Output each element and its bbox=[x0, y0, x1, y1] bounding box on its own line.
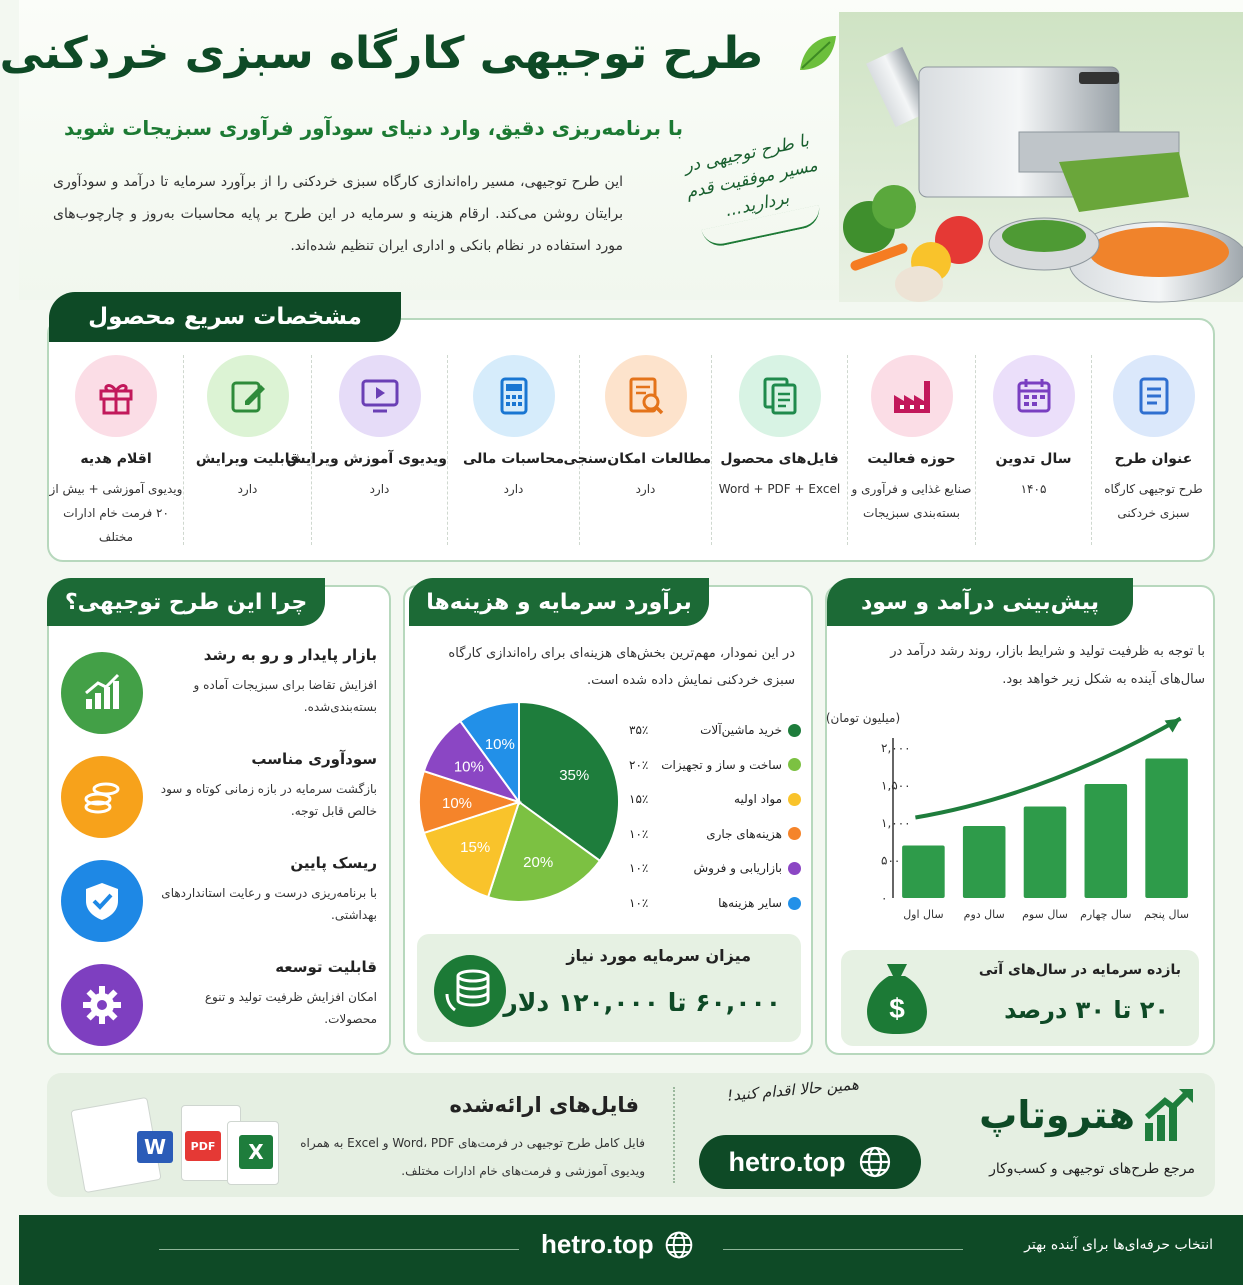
footer-bar bbox=[19, 1215, 1243, 1285]
y-axis-label: (میلیون تومان) bbox=[825, 711, 901, 725]
why-item-desc: با برنامه‌ریزی درست و رعایت استانداردهای بهداشتی. bbox=[161, 886, 377, 922]
handwritten-text: با طرح توجیهی در مسیر موفقیت قدم بردارید... bbox=[682, 130, 820, 222]
files-icon bbox=[739, 355, 821, 437]
why-item-risk bbox=[61, 854, 377, 942]
legend-swatch bbox=[788, 724, 801, 737]
why-title: چرا این طرح توجیهی؟ bbox=[47, 578, 325, 626]
legend-swatch bbox=[788, 897, 801, 910]
brand-arrows-icon bbox=[1143, 1087, 1195, 1143]
footer-site: hetro.top bbox=[541, 1229, 654, 1259]
footer-slogan: انتخاب حرفه‌ای‌ها برای آینده بهتر bbox=[1024, 1237, 1213, 1253]
cost-pie-chart bbox=[417, 700, 621, 904]
why-item-title: ریسک پایین bbox=[290, 854, 377, 872]
spec-item-plan-title bbox=[1091, 355, 1215, 545]
document-list-icon bbox=[1113, 355, 1195, 437]
calendar-icon bbox=[993, 355, 1075, 437]
spec-title: محاسبات مالی bbox=[462, 451, 565, 467]
legend-label: سایر هزینه‌ها bbox=[718, 896, 782, 910]
y-tick-label: ۱,۰۰۰ bbox=[881, 816, 911, 830]
legend-swatch bbox=[788, 827, 801, 840]
spec-item-files bbox=[711, 355, 847, 545]
revenue-desc: با توجه به ظرفیت تولید و شرایط بازار، روند رشد درآمد در سال‌های آینده به شکل زیر خواهد بود. bbox=[890, 644, 1205, 687]
spec-value: ۱۴۰۵ bbox=[1020, 482, 1047, 496]
x-tick-label: سال اول bbox=[903, 908, 944, 921]
pie-slice-label: 35% bbox=[559, 766, 590, 784]
revenue-bar bbox=[963, 826, 1006, 898]
why-item-market bbox=[61, 646, 377, 734]
files-desc: فایل کامل طرح توجیهی در فرمت‌های Word، PDF و Excel به همراه ویدیوی آموزشی و فرمت‌های خام ادارات مختلف. bbox=[300, 1136, 645, 1178]
legend-value: ۲۰٪ bbox=[629, 757, 649, 772]
video-screen-icon bbox=[339, 355, 421, 437]
excel-icon: X bbox=[239, 1135, 273, 1169]
money-bag-icon bbox=[859, 958, 935, 1038]
spec-item-year bbox=[975, 355, 1091, 545]
legend-label: مواد اولیه bbox=[734, 792, 782, 807]
spec-title: فایل‌های محصول bbox=[720, 451, 839, 467]
footer-site-link[interactable] bbox=[541, 1229, 694, 1260]
required-capital-box bbox=[417, 934, 801, 1042]
legend-label: بازاریابی و فروش bbox=[693, 861, 782, 876]
handwritten-slogan bbox=[661, 123, 848, 254]
spec-value: دارد bbox=[369, 482, 390, 496]
why-item-title: قابلیت توسعه bbox=[275, 958, 377, 976]
gear-icon bbox=[61, 964, 143, 1046]
spec-item-gift bbox=[49, 355, 183, 545]
legend-label: خرید ماشین‌آلات bbox=[700, 723, 782, 737]
legend-value: ۱۰٪ bbox=[629, 896, 649, 910]
spec-value: طرح توجیهی کارگاه سبزی خردکنی bbox=[1104, 482, 1203, 520]
spec-value: ویدیوی آموزشی + بیش از ۲۰ فرمت خام ادارات مختلف bbox=[49, 482, 183, 544]
pie-slice-label: 10% bbox=[484, 736, 515, 754]
revenue-title: پیش‌بینی درآمد و سود bbox=[827, 578, 1133, 626]
costs-desc: در این نمودار، مهم‌ترین بخش‌های هزینه‌ای برای راه‌اندازی کارگاه سبزی خردکنی نمایش داده شده است. bbox=[448, 646, 795, 688]
pdf-icon: PDF bbox=[185, 1131, 221, 1161]
why-item-title: سودآوری مناسب bbox=[251, 750, 377, 768]
spec-value: صنایع غذایی و فرآوری و بسته‌بندی سبزیجات bbox=[851, 482, 972, 520]
spec-title: اقلام هدیه bbox=[80, 451, 152, 467]
spec-title: حوزه فعالیت bbox=[867, 451, 956, 467]
trend-arrow-line bbox=[915, 719, 1180, 818]
calculator-icon bbox=[473, 355, 555, 437]
revenue-bar-chart bbox=[825, 706, 1207, 932]
coin-stack-icon bbox=[433, 954, 507, 1028]
why-item-desc: بازگشت سرمایه در بازه زمانی کوتاه و سود خالص قابل توجه. bbox=[160, 782, 377, 818]
spec-title: مطالعات امکان‌سنجی bbox=[563, 451, 711, 467]
why-item-profit bbox=[61, 750, 377, 838]
globe-icon bbox=[858, 1145, 892, 1179]
return-box bbox=[841, 950, 1199, 1046]
svg-text:$: $ bbox=[889, 993, 905, 1024]
coins-icon bbox=[61, 756, 143, 838]
brand-tagline: مرجع طرح‌های توجیهی و کسب‌وکار bbox=[989, 1161, 1195, 1177]
pie-slice-label: 15% bbox=[460, 838, 491, 856]
return-value: ۲۰ تا ۳۰ درصد bbox=[1004, 996, 1169, 1024]
x-tick-label: سال دوم bbox=[963, 908, 1005, 921]
legend-value: ۱۵٪ bbox=[629, 792, 649, 807]
word-icon: W bbox=[137, 1131, 173, 1163]
pie-slice-label: 20% bbox=[523, 853, 554, 871]
pie-legend-item bbox=[629, 755, 801, 775]
why-item-desc: افزایش تقاضا برای سبزیجات آماده و بسته‌بندی‌شده. bbox=[193, 678, 377, 714]
pie-legend-item bbox=[629, 858, 801, 878]
legend-value: ۱۰٪ bbox=[629, 826, 649, 841]
legend-swatch bbox=[788, 862, 801, 875]
shield-check-icon bbox=[61, 860, 143, 942]
spec-title: ویدیوی آموزش ویرایش bbox=[286, 451, 447, 467]
intro-text: این طرح توجیهی، مسیر راه‌اندازی کارگاه سبزی خردکنی را از برآورد سرمایه تا درآمد و سودآوری برایتان روشن می‌کند. ارقام هزینه و سرمایه در این طرح بر پایه محاسبات به‌روز و چارچوب‌های مورد استفاده در نظام بانکی و اداری ایران تنظیم شده‌اند. bbox=[53, 174, 623, 254]
factory-icon bbox=[871, 355, 953, 437]
y-tick-label: ۰ bbox=[881, 891, 888, 905]
required-capital-value: ۶۰,۰۰۰ تا ۱۲۰,۰۰۰ دلار bbox=[503, 988, 781, 1017]
why-item-title: بازار پایدار و رو به رشد bbox=[203, 646, 377, 664]
growth-chart-icon bbox=[61, 652, 143, 734]
header bbox=[0, 0, 1243, 300]
pie-slice-label: 10% bbox=[453, 758, 484, 776]
x-tick-label: سال پنجم bbox=[1144, 908, 1190, 921]
vegetable-cutter-machine-image bbox=[839, 12, 1243, 302]
pie-legend-item bbox=[629, 720, 801, 740]
spec-title: عنوان طرح bbox=[1114, 451, 1193, 467]
pie-slice-label: 10% bbox=[441, 795, 473, 812]
spec-item-video bbox=[286, 355, 447, 545]
pie-legend-item bbox=[629, 893, 801, 913]
page-title: طرح توجیهی کارگاه سبزی خردکنی bbox=[0, 28, 763, 79]
cta-text: همین حالا اقدام کنید! bbox=[726, 1075, 860, 1105]
edit-pencil-icon bbox=[207, 355, 289, 437]
spec-item-field bbox=[847, 355, 975, 545]
brand-logo bbox=[979, 1087, 1195, 1143]
why-item-desc: امکان افزایش ظرفیت تولید و تنوع محصولات. bbox=[204, 990, 377, 1026]
pie-legend-item bbox=[629, 789, 801, 809]
report-search-icon bbox=[605, 355, 687, 437]
spec-item-editable bbox=[183, 355, 311, 545]
cta-button[interactable] bbox=[699, 1135, 921, 1189]
spec-value: Word + PDF + Excel bbox=[718, 482, 841, 496]
spec-item-feasibility bbox=[563, 355, 711, 545]
x-tick-label: سال چهارم bbox=[1080, 908, 1132, 921]
why-item-expand bbox=[61, 958, 377, 1046]
spec-value: دارد bbox=[635, 482, 656, 496]
legend-label: هزینه‌های جاری bbox=[706, 826, 782, 841]
legend-value: ۱۰٪ bbox=[629, 861, 649, 876]
files-title: فایل‌های ارائه‌شده bbox=[449, 1093, 639, 1117]
files-panel bbox=[47, 1073, 1215, 1197]
spec-value: دارد bbox=[503, 482, 524, 496]
gift-icon bbox=[75, 355, 157, 437]
pie-legend-item bbox=[629, 824, 801, 844]
leaf-icon bbox=[794, 30, 842, 78]
legend-swatch bbox=[788, 793, 801, 806]
revenue-bar bbox=[1024, 807, 1067, 899]
required-capital-title: میزان سرمایه مورد نیاز bbox=[566, 946, 751, 965]
costs-title: برآورد سرمایه و هزینه‌ها bbox=[409, 578, 709, 626]
spec-title: قابلیت ویرایش bbox=[195, 451, 300, 467]
spec-item-financial bbox=[447, 355, 579, 545]
spec-value: دارد bbox=[237, 482, 258, 496]
legend-value: ۳۵٪ bbox=[629, 723, 649, 737]
legend-label: ساخت و ساز و تجهیزات bbox=[661, 757, 782, 772]
page-subtitle: با برنامه‌ریزی دقیق، وارد دنیای سودآور فرآوری سبزیجات شوید bbox=[63, 116, 683, 140]
revenue-bar bbox=[902, 846, 945, 899]
y-tick-label: ۲,۰۰۰ bbox=[881, 741, 911, 755]
return-title: بازده سرمایه در سال‌های آتی bbox=[978, 962, 1181, 978]
brand-name: هتروتاپ bbox=[979, 1093, 1135, 1137]
legend-swatch bbox=[788, 758, 801, 771]
globe-icon bbox=[664, 1230, 694, 1260]
x-tick-label: سال سوم bbox=[1022, 908, 1068, 921]
y-tick-label: ۱,۵۰۰ bbox=[881, 778, 911, 793]
specs-title: مشخصات سریع محصول bbox=[49, 292, 401, 342]
file-icons bbox=[77, 1091, 277, 1187]
revenue-bar bbox=[1145, 759, 1188, 899]
cta-button-label: hetro.top bbox=[728, 1146, 846, 1177]
y-tick-label: ۵۰۰ bbox=[881, 853, 901, 868]
spec-title: سال تدوین bbox=[995, 451, 1072, 467]
revenue-bar bbox=[1085, 784, 1128, 898]
